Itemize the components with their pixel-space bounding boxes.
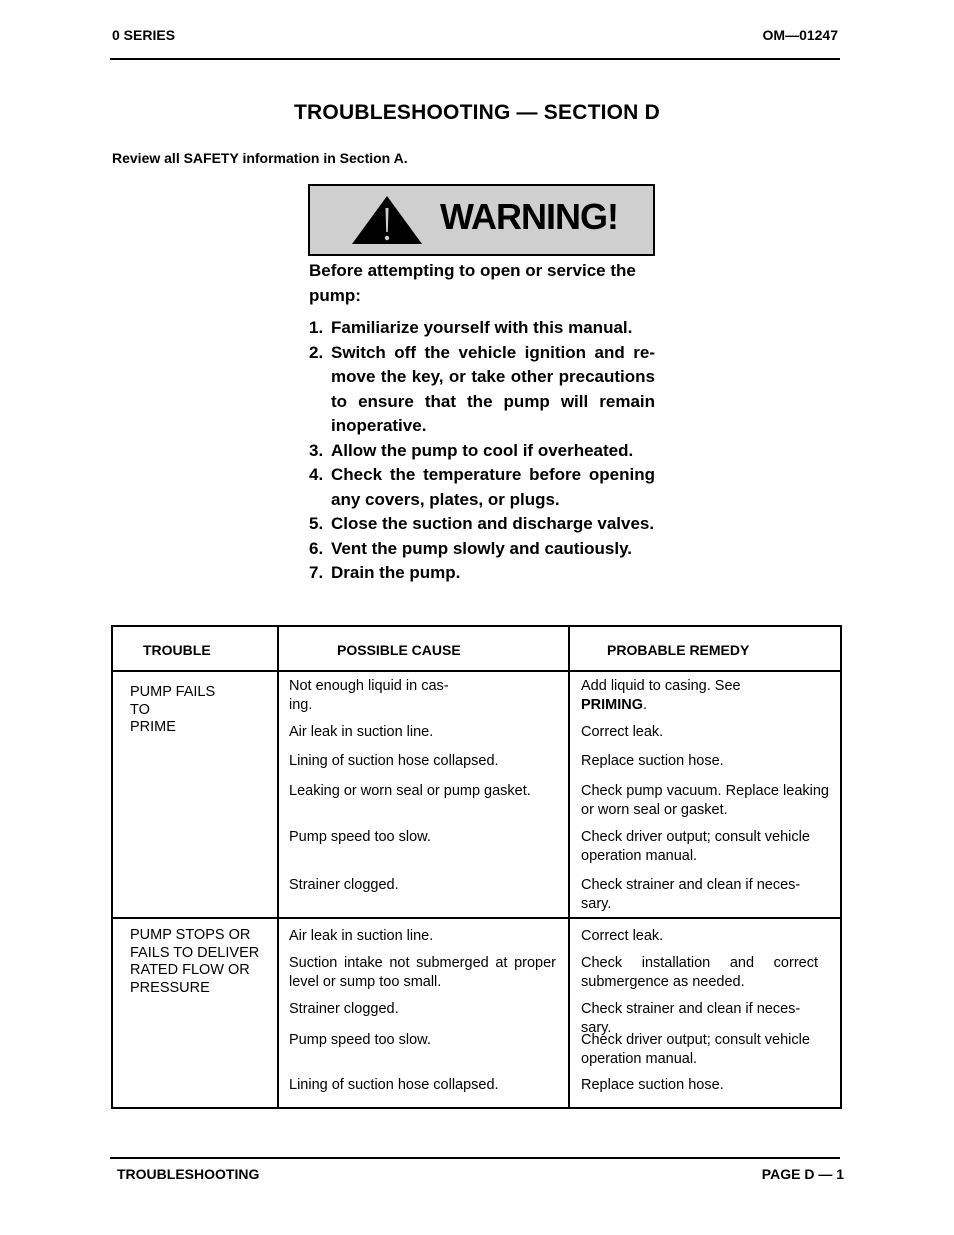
warning-steps — [309, 316, 655, 586]
footer-section: TROUBLESHOOTING — [117, 1166, 260, 1182]
warning-intro: Before attempting to open or service the pump: — [309, 261, 636, 305]
cause-cell: Strainer clogged. — [289, 1001, 399, 1017]
remedy-cell: Add liquid to casing. See PRIMING. — [581, 678, 741, 713]
column-divider — [568, 627, 570, 1107]
cause-cell: Strainer clogged. — [289, 877, 399, 893]
cause-cell: Leaking or worn seal or pump gasket. — [289, 783, 531, 799]
header-rule — [110, 58, 840, 60]
trouble-cell: PUMP FAILS TO PRIME — [130, 684, 216, 735]
warning-step: 4. Check the temperature before opening any covers, plates, or plugs. — [309, 465, 655, 509]
cause-cell: Air leak in suction line. — [289, 928, 434, 944]
warning-step: 6. Vent the pump slowly and cautiously. — [309, 538, 633, 558]
warning-step: 7. Drain the pump. — [309, 563, 461, 582]
column-header-remedy: PROBABLE REMEDY — [607, 642, 750, 658]
column-divider — [277, 627, 279, 1107]
header-row-divider — [113, 670, 840, 672]
trouble-cell: PUMP STOPS OR FAILS TO DELIVER RATED FLOW OR PRESSURE — [130, 927, 260, 996]
cause-cell: Pump speed too slow. — [289, 1032, 431, 1048]
remedy-cell: Check strainer and clean if neces- sary. — [581, 877, 801, 912]
remedy-cell: Check strainer and clean if neces- sary. — [581, 1001, 801, 1036]
footer-rule — [110, 1157, 840, 1159]
warning-word: WARNING! — [440, 196, 618, 237]
column-header-trouble: TROUBLE — [143, 642, 211, 658]
header-series: 0 SERIES — [112, 27, 176, 43]
footer-page-number: PAGE D — 1 — [761, 1166, 844, 1182]
cause-cell: Pump speed too slow. — [289, 829, 431, 845]
warning-step: 3. Allow the pump to cool if overheated. — [309, 440, 634, 460]
remedy-cell: Correct leak. — [581, 928, 664, 944]
remedy-cell: Replace suction hose. — [581, 1077, 724, 1093]
page-title: TROUBLESHOOTING — SECTION D — [294, 101, 660, 124]
warning-step: 2. Switch off the vehicle ignition and remove the key, or take other precautions to ensure that the pump will remain inoperative. — [309, 342, 655, 435]
cause-cell: Not enough liquid in cas- ing. — [289, 678, 449, 713]
column-header-cause: POSSIBLE CAUSE — [337, 642, 461, 658]
remedy-cell: Check driver output; consult vehicle operation manual. — [581, 829, 810, 864]
warning-triangle-icon — [350, 194, 424, 246]
remedy-cell: Correct leak. — [581, 724, 664, 740]
cause-cell: Lining of suction hose collapsed. — [289, 1077, 499, 1093]
cause-cell: Lining of suction hose collapsed. — [289, 753, 499, 769]
remedy-cell: Replace suction hose. — [581, 753, 724, 769]
remedy-cell: Check pump vacuum. Replace leaking or worn seal or gasket. — [581, 783, 829, 818]
troubleshooting-table — [111, 625, 842, 1109]
remedy-cell: Check driver output; consult vehicle operation manual. — [581, 1032, 810, 1067]
remedy-cell: Check installation and correct submergence as needed. — [581, 955, 818, 990]
warning-banner — [308, 184, 655, 256]
warning-instructions — [309, 259, 655, 586]
cause-cell: Air leak in suction line. — [289, 724, 434, 740]
group-divider — [113, 917, 840, 919]
header-doc-number: OM—01247 — [762, 27, 838, 43]
cause-cell: Suction intake not submerged at proper level or sump too small. — [289, 955, 556, 990]
warning-step: 5. Close the suction and discharge valves. — [309, 514, 655, 533]
safety-review-note: Review all SAFETY information in Section A. — [112, 150, 408, 166]
warning-step: 1. Familiarize yourself with this manual. — [309, 318, 633, 337]
